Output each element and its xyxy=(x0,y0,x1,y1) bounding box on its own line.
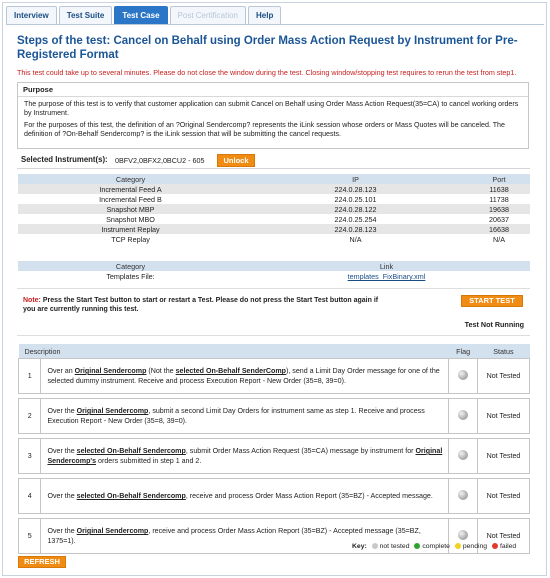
note-box xyxy=(17,288,530,336)
step-emphasis-text: Original Sendercomp xyxy=(74,367,147,375)
purpose-box xyxy=(17,82,529,149)
step-status: Not Tested xyxy=(477,479,529,514)
selected-instruments-label: Selected Instrument(s): xyxy=(21,155,108,164)
step-flag-cell xyxy=(449,359,478,394)
key-pending-label: pending xyxy=(462,543,488,550)
flag-status-icon xyxy=(458,450,468,460)
feed-port-cell: N/A xyxy=(493,234,505,244)
feed-ip-cell: 224.0.28.122 xyxy=(243,204,468,214)
step-text: Over the xyxy=(47,447,77,455)
step-flag-cell xyxy=(449,399,478,434)
step-number: 5 xyxy=(19,519,41,554)
step-status: Not Tested xyxy=(477,359,529,394)
step-emphasis-text: selected On-Behalf Sendercomp xyxy=(76,492,186,500)
feed-category-cell: Incremental Feed A xyxy=(18,184,243,194)
feeds-row xyxy=(18,184,530,194)
tab-help[interactable]: Help xyxy=(248,6,281,24)
steps-header-flag: Flag xyxy=(449,344,478,359)
step-text: , receive and process Order Mass Action Report (35=BZ) - Accepted message. xyxy=(185,492,433,500)
feed-category-cell: Snapshot MBO xyxy=(106,214,155,224)
step-description xyxy=(41,399,449,434)
step-row xyxy=(19,359,530,394)
step-emphasis-text: selected On-Behalf Sendercomp xyxy=(76,447,186,455)
step-description xyxy=(41,359,449,394)
step-text: Over the xyxy=(47,527,77,535)
note-body: Press the Start Test button to start or restart a Test. Please do not press the Start Test button again if you are currently running this test. xyxy=(23,297,379,313)
steps-header-description: Description xyxy=(19,344,449,359)
step-text: (Not the xyxy=(146,367,176,375)
step-status: Not Tested xyxy=(477,399,529,434)
templates-table xyxy=(18,261,530,282)
feed-ip-cell: N/A xyxy=(349,234,362,244)
step-description xyxy=(41,439,449,474)
step-description xyxy=(41,479,449,514)
feed-ip-cell: 224.0.25.254 xyxy=(334,214,377,224)
step-flag-cell xyxy=(449,479,478,514)
step-status: Not Tested xyxy=(477,439,529,474)
key-not-tested-icon xyxy=(372,543,378,549)
step-text: Over an xyxy=(47,367,75,375)
templates-header-category: Category xyxy=(18,261,243,271)
step-number: 2 xyxy=(19,399,41,434)
tab-test-suite[interactable]: Test Suite xyxy=(59,6,113,24)
feed-category-cell: TCP Replay xyxy=(111,234,150,244)
feeds-row xyxy=(18,204,530,214)
feeds-header-port: Port xyxy=(468,174,530,184)
feed-category-cell: Incremental Feed B xyxy=(99,194,162,204)
step-number: 4 xyxy=(19,479,41,514)
warning-message: This test could take up to several minutes. Please do not close the window during the test. Closing window/stopping test requires to rerun the test from step1. xyxy=(17,68,517,77)
flag-status-icon xyxy=(458,530,468,540)
feed-port-cell: 16638 xyxy=(468,224,530,234)
step-emphasis-text: selected On-Behalf SenderComp xyxy=(175,367,286,375)
key-not-tested-label: not tested xyxy=(379,543,410,550)
steps-header-status: Status xyxy=(477,344,529,359)
step-text: , receive and process Order Mass Action Report (35=BZ) - Accepted message (35=BZ, 1375=1). xyxy=(47,527,421,545)
key-complete-label: complete xyxy=(422,543,450,550)
step-emphasis-text: Original Sendercomp xyxy=(76,527,149,535)
key-pending-icon xyxy=(455,543,461,549)
feeds-row xyxy=(18,224,530,234)
tab-divider xyxy=(6,24,544,25)
step-flag-cell xyxy=(449,439,478,474)
step-number: 1 xyxy=(19,359,41,394)
feed-port-cell: 11638 xyxy=(468,184,530,194)
step-text: , submit a second Limit Day Orders for instrument same as step 1. Receive and process Execution Report - New Order (35=8, 39=0). xyxy=(47,407,425,425)
step-status: Not Tested xyxy=(477,519,529,554)
feeds-header-ip: IP xyxy=(243,174,468,184)
step-row xyxy=(19,479,530,514)
step-text: , submit Order Mass Action Request (35=CA) message by instrument for xyxy=(185,447,416,455)
feed-category-cell: Snapshot MBP xyxy=(18,204,243,214)
step-row xyxy=(19,399,530,434)
step-text: ), send a Limit Day Order message for one of the selected dummy instrument. Receive and process Execution Report - New Order (35=8, 39=0). xyxy=(47,367,440,385)
step-text: Over the xyxy=(47,492,77,500)
key-label: Key: xyxy=(352,543,367,550)
status-key xyxy=(352,543,516,550)
step-text: orders submitted in step 1 and 2. xyxy=(96,457,202,465)
feed-port-cell: 19638 xyxy=(468,204,530,214)
step-text: Over the xyxy=(47,407,77,415)
templates-file-label: Templates File: xyxy=(106,272,155,281)
step-emphasis-text: Original Sendercomp xyxy=(76,407,149,415)
feeds-table xyxy=(18,174,530,244)
purpose-paragraph-2: For the purposes of this test, the definition of an ?Original Sendercomp? represents the iLink session whose orders or Mass Quotes will be canceled. The definition of ?On-Behalf Sendercomp? is the iLink session that will be submitting the cancel requests. xyxy=(24,121,505,138)
templates-header-link: Link xyxy=(243,261,530,271)
purpose-heading: Purpose xyxy=(18,83,528,97)
key-complete-icon xyxy=(414,543,420,549)
feeds-header-category: Category xyxy=(18,174,243,184)
selected-instruments-value: 0BFV2,0BFX2,0BCU2 - 605 xyxy=(115,156,205,165)
start-test-button[interactable]: START TEST xyxy=(461,295,523,307)
templates-file-link[interactable]: templates_FixBinary.xml xyxy=(347,272,426,281)
feeds-row xyxy=(18,234,530,244)
tab-post-certification: Post Certification xyxy=(170,6,246,24)
feed-port-cell: 20637 xyxy=(489,214,509,224)
key-failed-icon xyxy=(492,543,498,549)
note-text xyxy=(23,296,383,314)
step-emphasis-text: Original Sendercomp's xyxy=(47,447,443,465)
key-failed-label: failed xyxy=(499,543,517,550)
tab-test-case[interactable]: Test Case xyxy=(114,6,167,24)
selected-instruments-row xyxy=(17,151,530,169)
refresh-button[interactable]: REFRESH xyxy=(18,556,66,568)
tab-interview[interactable]: Interview xyxy=(6,6,57,24)
feed-port-cell: 11738 xyxy=(489,194,509,204)
flag-status-icon xyxy=(458,370,468,380)
step-number: 3 xyxy=(19,439,41,474)
unlock-button[interactable]: Unlock xyxy=(217,154,255,167)
flag-status-icon xyxy=(458,490,468,500)
feed-ip-cell: 224.0.25.101 xyxy=(334,194,377,204)
templates-row xyxy=(18,271,530,282)
step-row xyxy=(19,439,530,474)
page-title: Steps of the test: Cancel on Behalf using Order Mass Action Request by Instrument for Pre-Registered Format xyxy=(17,35,518,61)
feed-category-cell: Instrument Replay xyxy=(18,224,243,234)
test-status-text: Test Not Running xyxy=(464,320,524,329)
feed-ip-cell: 224.0.28.123 xyxy=(243,224,468,234)
steps-table xyxy=(18,344,530,554)
tab-bar xyxy=(6,6,281,25)
feeds-row xyxy=(18,194,530,204)
note-prefix: Note: xyxy=(23,297,41,304)
feeds-row xyxy=(18,214,530,224)
feed-ip-cell: 224.0.28.123 xyxy=(243,184,468,194)
purpose-paragraph-1: The purpose of this test is to verify that customer application can submit Cancel on Behalf using Order Mass Action Request(35=CA) to cancel working orders by Instrument. xyxy=(24,100,519,117)
flag-status-icon xyxy=(458,410,468,420)
